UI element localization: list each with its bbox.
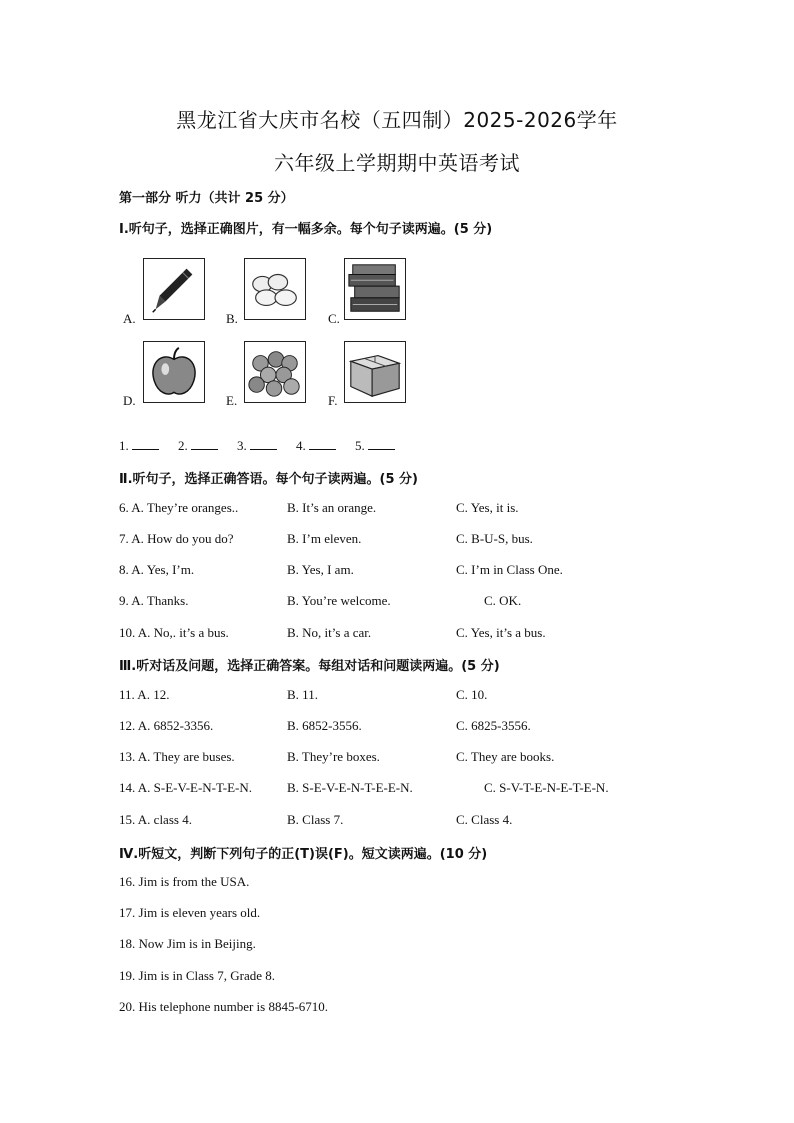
question-option-b: B. They’re boxes. (287, 749, 380, 764)
statement-item: 16. Jim is from the USA. (119, 874, 250, 889)
answer-blanks (119, 437, 411, 454)
picture-label-e: E. (226, 393, 238, 408)
statement-item: 19. Jim is in Class 7, Grade 8. (119, 968, 275, 983)
picture-label-b: B. (226, 311, 238, 326)
question-option-a: 13. A. They are buses. (119, 749, 235, 764)
question-option-c: C. I’m in Class One. (456, 562, 563, 577)
picture-label-c: C. (328, 311, 340, 326)
question-option-b: B. I’m eleven. (287, 531, 362, 546)
question-option-c: C. B-U-S, bus. (456, 531, 533, 546)
question-option-c: C. Class 4. (456, 812, 513, 827)
question-option-b: B. You’re welcome. (287, 593, 391, 608)
section4-heading: Ⅳ.听短文，判断下列句子的正(T)误(F)。短文读两遍。(10 分) (119, 847, 488, 862)
question-option-a: 10. A. No,. it’s a bus. (119, 625, 229, 640)
question-option-c: C. 10. (456, 687, 488, 702)
eggs-icon (244, 258, 306, 320)
section1-heading: Ⅰ.听句子，选择正确图片，有一幅多余。每个句子读两遍。(5 分) (119, 222, 493, 237)
question-option-a: 15. A. class 4. (119, 812, 192, 827)
question-option-a: 11. A. 12. (119, 687, 170, 702)
question-option-b: B. Yes, I am. (287, 562, 354, 577)
box-icon (344, 341, 406, 403)
blank-3[interactable]: 3. (237, 437, 277, 454)
question-option-c: C. S-V-T-E-N-E-T-E-N. (484, 780, 609, 795)
blank-4[interactable]: 4. (296, 437, 336, 454)
question-option-b: B. S-E-V-E-N-T-E-E-N. (287, 780, 413, 795)
apple-icon (143, 341, 205, 403)
question-option-a: 7. A. How do you do? (119, 531, 234, 546)
part-label: 第一部分 听力（共计 25 分） (119, 191, 294, 206)
page-subtitle: 六年级上学期期中英语考试 (274, 151, 520, 175)
books-icon (344, 258, 406, 320)
question-option-c: C. 6825-3556. (456, 718, 531, 733)
question-option-a: 14. A. S-E-V-E-N-T-E-N. (119, 780, 252, 795)
question-option-a: 6. A. They’re oranges.. (119, 500, 239, 515)
question-option-b: B. No, it’s a car. (287, 625, 372, 640)
question-option-a: 8. A. Yes, I’m. (119, 562, 195, 577)
question-option-c: C. They are books. (456, 749, 555, 764)
question-option-a: 12. A. 6852-3356. (119, 718, 214, 733)
question-option-b: B. Class 7. (287, 812, 344, 827)
question-option-c: C. OK. (484, 593, 522, 608)
question-option-c: C. Yes, it’s a bus. (456, 625, 546, 640)
question-option-b: B. 6852-3556. (287, 718, 362, 733)
page-title: 黑龙江省大庆市名校（五四制）2025-2026学年 (176, 108, 618, 132)
picture-label-d: D. (123, 393, 136, 408)
question-option-b: B. It’s an orange. (287, 500, 377, 515)
blank-5[interactable]: 5. (355, 437, 395, 454)
oranges-icon (244, 341, 306, 403)
question-option-a: 9. A. Thanks. (119, 593, 189, 608)
blank-1[interactable]: 1. (119, 437, 159, 454)
picture-label-a: A. (123, 311, 136, 326)
section3-heading: Ⅲ.听对话及问题，选择正确答案。每组对话和问题读两遍。(5 分) (119, 659, 500, 674)
section2-heading: Ⅱ.听句子，选择正确答语。每个句子读两遍。(5 分) (119, 472, 418, 487)
pen-icon (143, 258, 205, 320)
statement-item: 17. Jim is eleven years old. (119, 905, 261, 920)
statement-item: 18. Now Jim is in Beijing. (119, 936, 256, 951)
question-option-b: B. 11. (287, 687, 318, 702)
statement-item: 20. His telephone number is 8845-6710. (119, 999, 329, 1014)
blank-2[interactable]: 2. (178, 437, 218, 454)
picture-label-f: F. (328, 393, 338, 408)
question-option-c: C. Yes, it is. (456, 500, 519, 515)
